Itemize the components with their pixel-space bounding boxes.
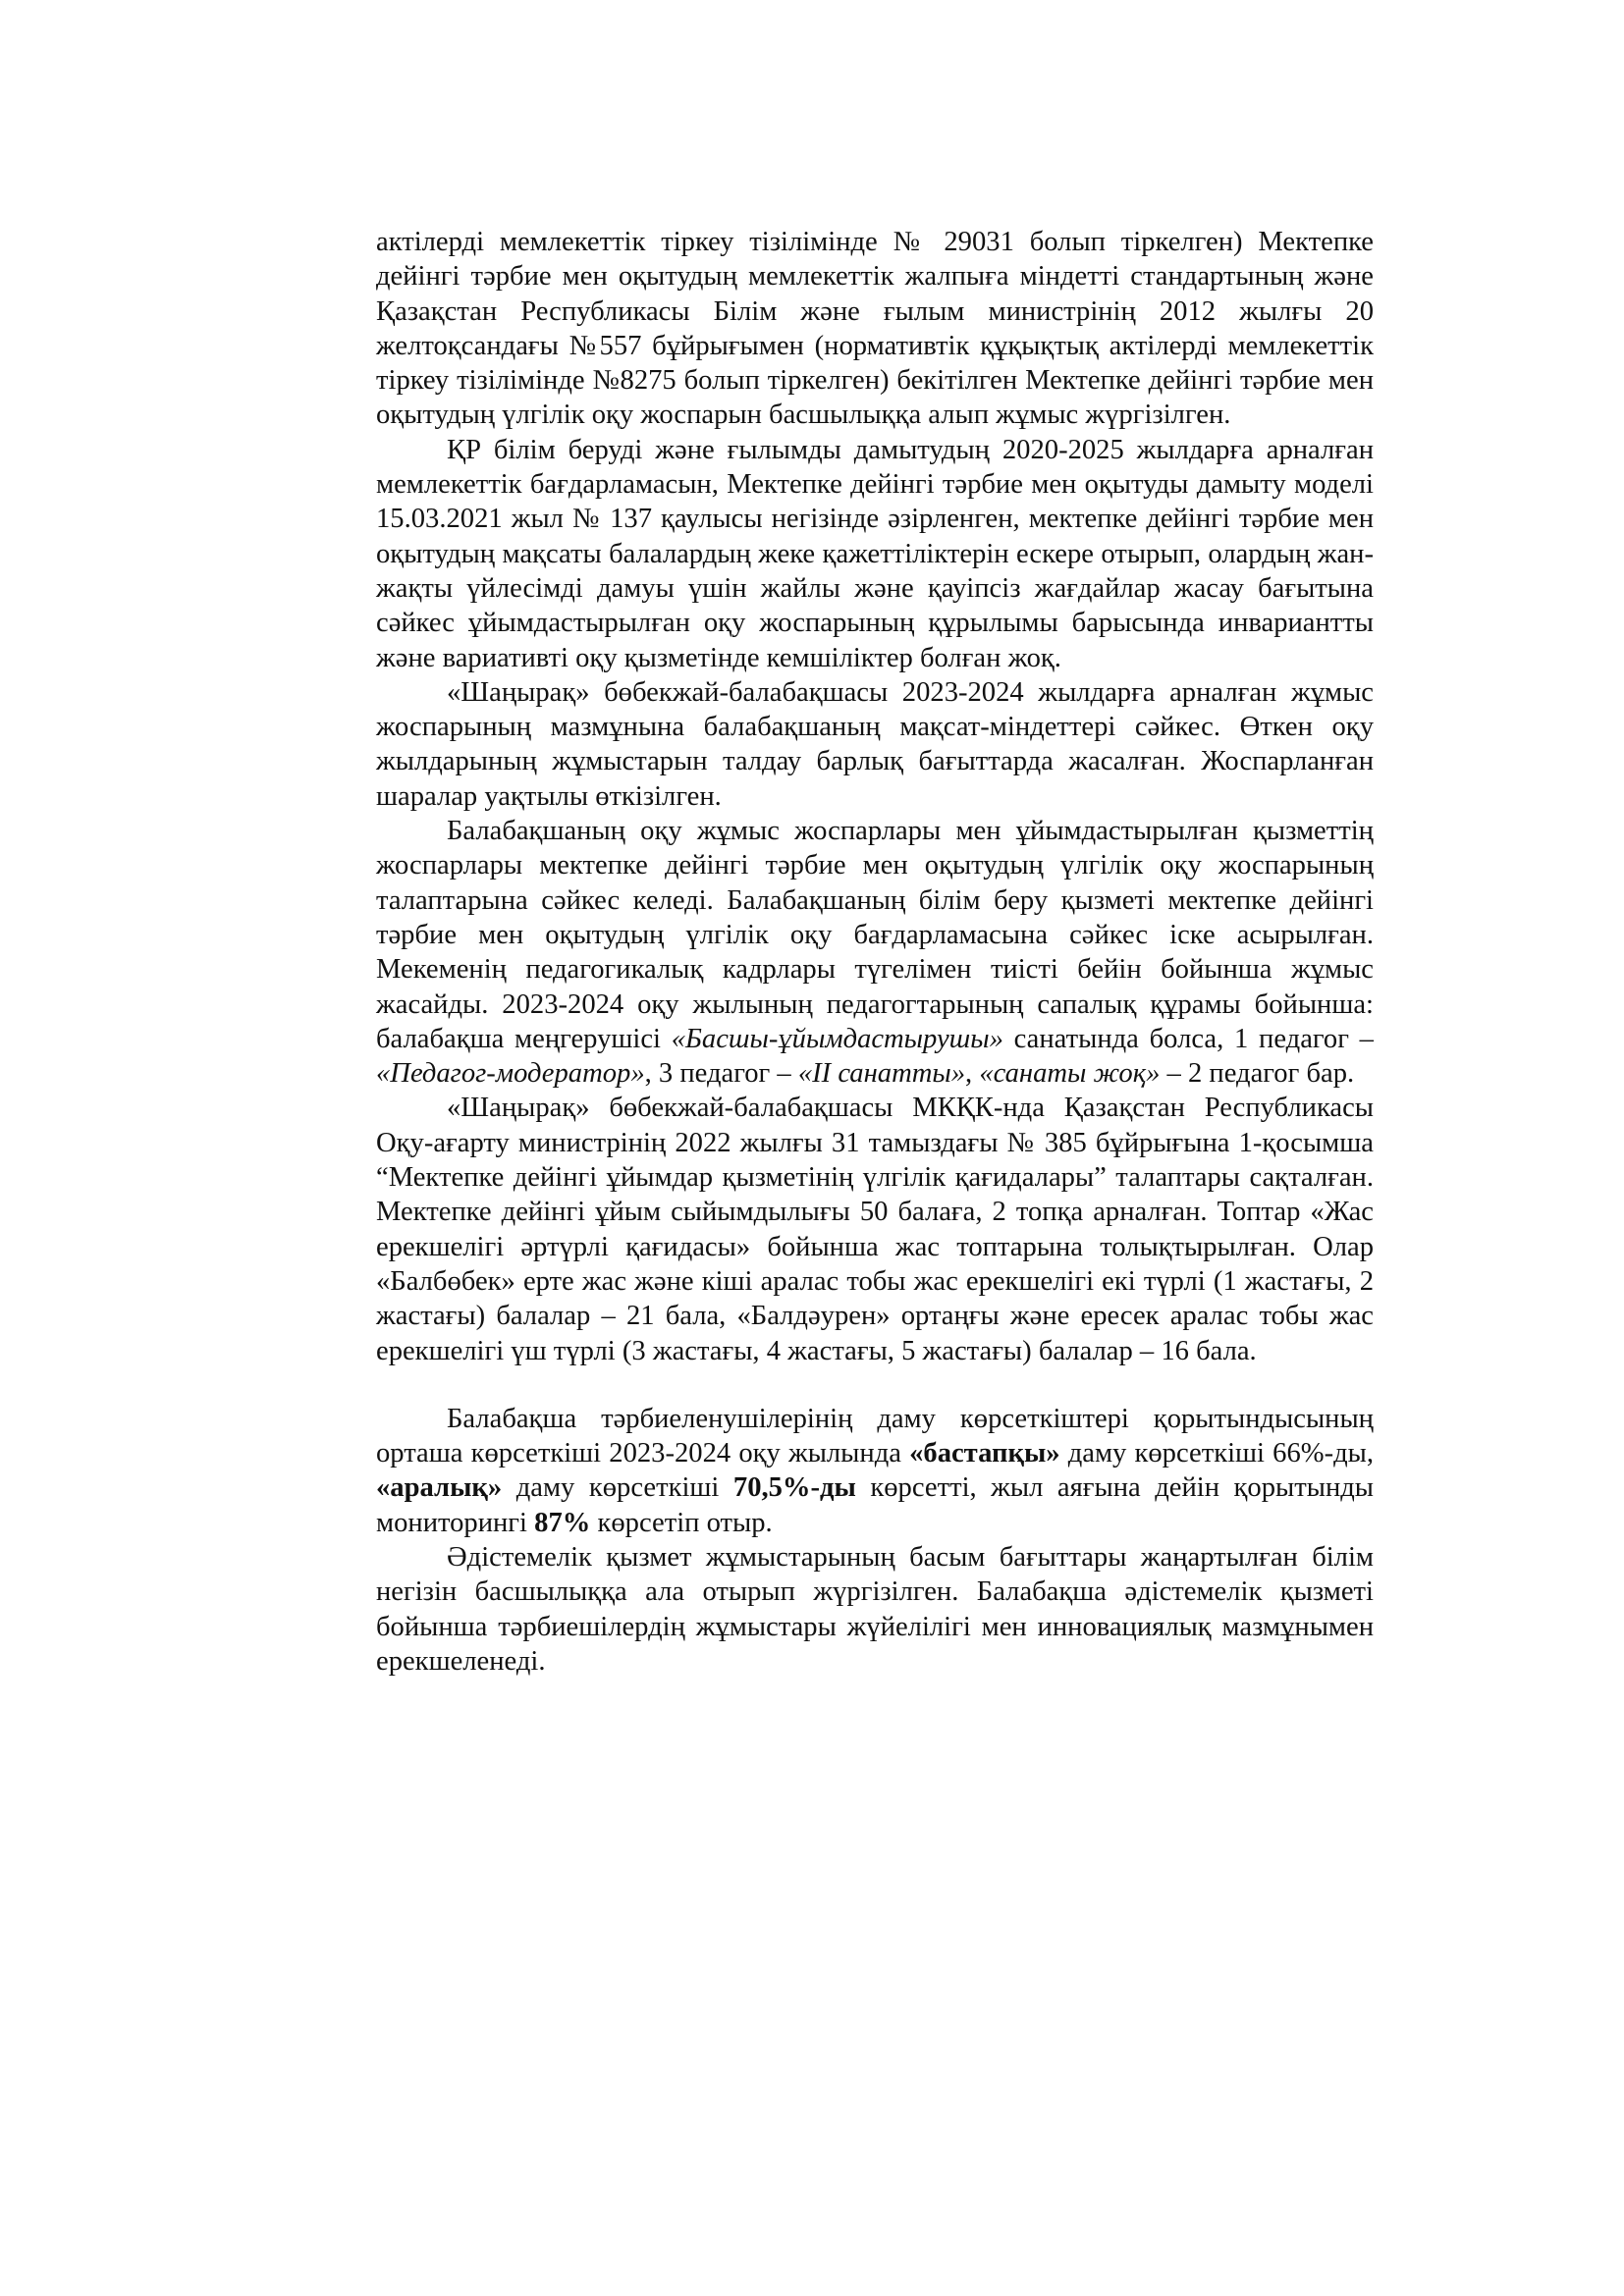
text-run: Әдістемелік қызмет жұмыстарының басым бағыттары жаңартылған білім негізін басшылыққа ала отырып жүргізілген. Балабақша әдістемелік қызметі бойынша тәрбиешілердің жұмыстары жүйелілігі мен инновациялық мазмұнымен ерекшеленеді. [376,1541,1374,1677]
text-run: даму көрсеткіші 66%-ды, [1059,1438,1374,1469]
bold-text: «бастапқы» [909,1438,1060,1469]
text-run: даму көрсеткіші [502,1472,733,1504]
paragraph-2 [376,433,1374,675]
italic-text: «Педагог-модератор» [376,1058,645,1090]
text-run: «Шаңырақ» бөбекжай-балабақшасы МКҚК-нда Қазақстан Республикасы Оқу-ағарту министрінің 2022 жылғы 31 тамыздағы № 385 бұйрығына 1-қосымша “Мектепке дейінгі ұйымдар қызметінің үлгілік қағидалары” талаптары сақталған. Мектепке дейінгі ұйым сыйымдылығы 50 балаға, 2 топқа арналған. Топтар «Жас ерекшелігі әртүрлі қағидасы» бойынша жас топтарына толықтырылған. Олар «Балбөбек» ерте жас және кіші аралас тобы жас ерекшелігі екі түрлі (1 жастағы, 2 жастағы) балалар – 21 бала, «Балдәурен» ортаңғы және ересек аралас тобы жас ерекшелігі үш түрлі (3 жастағы, 4 жастағы, 5 жастағы) балалар – 16 бала. [376,1093,1374,1366]
text-run: Балабақшаның оқу жұмыс жоспарлары мен ұйымдастырылған қызметтің жоспарлары мектепке дейінгі тәрбие мен оқытудың үлгілік оқу жоспарының талаптарына сәйкес келеді. Балабақшаның білім беру қызметі мектепке дейінгі тәрбие мен оқытудың үлгілік оқу бағдарламасына сәйкес іске асырылған. Мекеменің педагогикалық кадрлары түгелімен тиісті бейін бойынша жұмыс жасайды. 2023-2024 оқу жылының педагогтарының сапалық құрамы бойынша: балабақша меңгерушісі [376,816,1374,1054]
paragraph-4 [376,814,1374,1091]
paragraph-5 [376,1091,1374,1367]
paragraph-6 [376,1402,1374,1540]
text-run: көрсетіп отыр. [590,1507,773,1538]
text-run: ҚР білім беруді және ғылымды дамытудың 2020-2025 жылдарға арналған мемлекеттік бағдарламасын, Мектепке дейінгі тәрбие мен оқытуды дамыту моделі 15.03.2021 жыл № 137 қаулысы негізінде әзірленген, мектепке дейінгі тәрбие мен оқытудың мақсаты балалардың жеке қажеттіліктерін ескере отырып, олардың жан-жақты үйлесімді дамуы үшін жайлы және қауіпсіз жағдайлар жасау бағытына сәйкес ұйымдастырылған оқу жоспарының құрылымы барысында инвариантты және вариативті оқу қызметінде кемшіліктер болған жоқ. [376,434,1374,673]
paragraph-7 [376,1540,1374,1679]
bold-text: 70,5%-ды [732,1472,856,1504]
text-run: «Шаңырақ» бөбекжай-балабақшасы 2023-2024 жылдарға арналған жұмыс жоспарының мазмұнына балабақшаның мақсат-міндеттері сәйкес. Өткен оқу жылдарының жұмыстарын талдау барлық бағыттарда жасалған. Жоспарланған шаралар уақтылы өткізілген. [376,676,1374,812]
paragraph-3 [376,675,1374,814]
italic-text: «II санатты» [797,1058,966,1090]
text-run: санатында болса, 1 педагог – [1002,1023,1374,1054]
italic-text: «санаты жоқ» [979,1058,1161,1090]
text-run: Балабақша тәрбиеленушілерінің даму көрсеткіштері қорытындысының орташа көрсеткіші 2023-2024 оқу жылында [376,1403,1374,1469]
text-run: актілерді мемлекеттік тіркеу тізілімінде № 29031 болып тіркелген) Мектепке дейінгі тәрбие мен оқытудың мемлекеттік жалпыға міндетті стандартының және Қазақстан Республикасы Білім және ғылым министрінің 2012 жылғы 20 желтоқсандағы №557 бұйрығымен (нормативтік құқықтық актілерді мемлекеттік тіркеу тізілімінде №8275 болып тіркелген) бекітілген Мектепке дейінгі тәрбие мен оқытудың үлгілік оқу жоспарын басшылыққа алып жұмыс жүргізілген. [376,227,1374,431]
bold-text: «аралық» [376,1472,503,1504]
text-run: көрсетті, жыл аяғына дейін қорытынды мониторингі [376,1472,1374,1538]
italic-text: «Басшы-ұйымдастырушы» [671,1023,1003,1054]
bold-text: 87% [534,1507,591,1538]
text-run: , [965,1058,980,1090]
document-page [376,225,1374,1679]
text-run: – 2 педагог бар. [1160,1058,1355,1090]
text-run: , 3 педагог – [644,1058,798,1090]
paragraph-gap [376,1368,1374,1402]
paragraph-1 [376,225,1374,433]
